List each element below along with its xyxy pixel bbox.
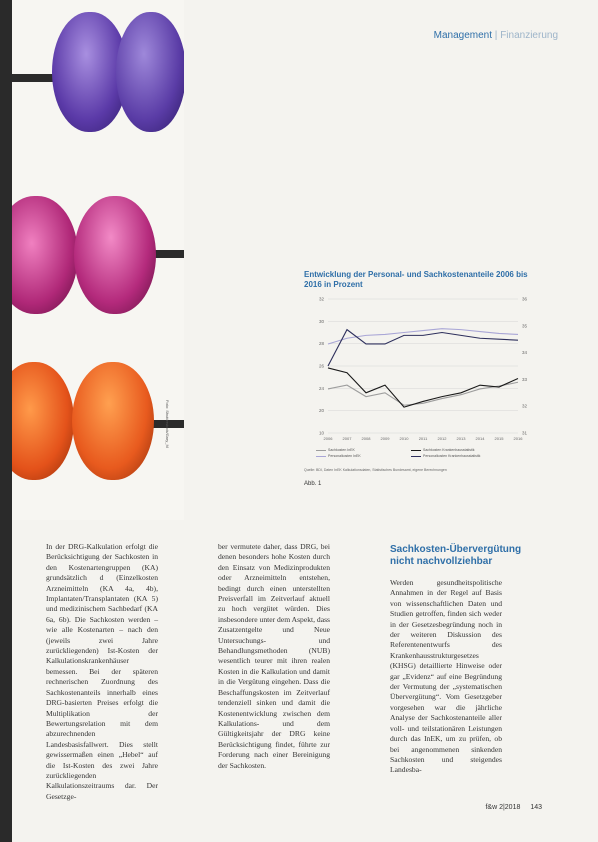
y-right-tick-label: 34 — [522, 350, 528, 356]
y-right-tick-label: 32 — [522, 403, 528, 409]
y-right-tick-label: 31 — [522, 430, 528, 436]
x-tick-label: 2015 — [494, 436, 504, 441]
y-left-tick-label: 24 — [318, 385, 324, 391]
legend-item: Personalkosten Krankenhausstatistik — [411, 453, 506, 459]
orange-bead — [12, 362, 74, 480]
chart-source: Quelle: BDI, Daten InEK Kalkulationsdaten, Statistisches Bundesamt, eigene Berechnungen — [304, 468, 447, 472]
y-left-tick-label: 30 — [318, 318, 324, 324]
x-tick-label: 2007 — [342, 436, 352, 441]
pink-bead — [74, 196, 156, 314]
issue-label: f&w 2|2018 — [485, 804, 521, 811]
legend-item: Sachkosten Krankenhausstatistik — [411, 447, 506, 453]
photo-credit: Foto: Shutterstock/Gary_M — [165, 400, 170, 448]
y-left-tick-label: 20 — [318, 408, 324, 414]
pink-bead — [12, 196, 78, 314]
article-column-1 — [46, 542, 158, 802]
page-footer — [485, 804, 542, 811]
section-name: Management — [433, 30, 493, 41]
section-header — [434, 30, 558, 41]
purple-bead — [116, 12, 184, 132]
y-right-tick-label: 36 — [522, 296, 528, 302]
x-tick-label: 2010 — [399, 436, 409, 441]
y-left-tick-label: 32 — [318, 296, 324, 302]
legend-item: Personalkosten InEK — [316, 453, 411, 459]
x-tick-label: 2016 — [513, 436, 523, 441]
paragraph: Werden gesundheitspolitische Annahmen in der Regel auf Basis von wissenschaftlichen Daten und Studien getroffen, finden sich weder in der Gesetzesbegründung noch in der weiteren Diskussion des Referentenentwurfs des Krankenhausstrukturgesetzes (KHSG) detaillierte Hinweise oder gar „Evidenz“ auf eine Begründung der Vermutung der „systematischen Übervergütung“. Vom Gesetzgeber vorgesehen war die jährliche Analyse der Sachkostenanteile aller voll- und teilstationären Leistungen durch das InEK, um zu prüfen, ob bei angenommenen sinkenden Sachkosten und steigendes Landesba- — [390, 578, 502, 775]
subsection-name: Finanzierung — [500, 30, 558, 41]
paragraph: ber vermutete daher, dass DRG, bei denen besonders hohe Kosten durch den Einsatz von Medizinprodukten oder Arzneimitteln entstehen, bedingt durch einen unterstellten Preisverfall im Zeitverlauf aktuell zu hoch vergütet würden. Dies insbesondere unter dem Aspekt, dass Zusatzentgelte und Neue Untersuchungs- und Behandlungsmethoden (NUB) wesentlich teurer mit ihren realen Kosten in die Kalkulation und damit in die Vergütung eingehen. Dass die Beschaffungskosten im Zeitverlauf tendenziell sinken und damit die Kostenentwicklung zwischen dem Kalkulations- und dem Gültigkeitsjahr der DRG keine Berücksichtigung findet, führte zur Forderung nach einer Bereinigung der Sachkosten. — [218, 542, 330, 770]
paragraph: In der DRG-Kalkulation erfolgt die Berücksichtigung der Sachkosten in den Kostenartengruppen (KA) grundsätzlich d (Einzelkosten Arzneimitteln (KA 4a, 4b), Implantaten/Transplantaten (KA 5) und medizinischem Sachbedarf (KA 6a, 6b). Die Sachkosten werden – wie alle Kostenarten – nach den (jeweils zwei Jahre zurückliegenden) Ist-Kosten der Kalkulationskrankenhäuser bemessen. Bei der späteren rechnerischen Zuordnung des Sachkostenanteils innerhalb eines DRG-basierten Preises erfolgt die Multiplikation der Bewertungsrelation mit dem abzurechnenden Landesbasisfallwert. Dies stellt gewissermaßen einen „Hebel“ auf die Ist-Kosten des zwei Jahre zurückliegenden Kalkulationszeitraums dar. Der Gesetzge- — [46, 542, 158, 801]
x-tick-label: 2006 — [323, 436, 333, 441]
legend-item: Sachkosten InEK — [316, 447, 411, 453]
page-number: 143 — [530, 804, 542, 811]
orange-bead — [72, 362, 154, 480]
figure-label: Abb. 1 — [304, 481, 322, 487]
abacus-photo — [12, 0, 184, 520]
x-tick-label: 2013 — [456, 436, 466, 441]
scan-edge — [0, 0, 12, 842]
x-tick-label: 2011 — [418, 436, 428, 441]
line-chart — [300, 293, 540, 443]
chart-title: Entwicklung der Personal- und Sachkostenanteile 2006 bis 2016 in Prozent — [304, 270, 528, 289]
y-right-tick-label: 33 — [522, 376, 528, 382]
series-line — [328, 330, 518, 366]
chart-legend — [316, 447, 516, 459]
y-left-tick-label: 28 — [318, 341, 324, 347]
article-column-3 — [390, 578, 502, 808]
x-tick-label: 2009 — [380, 436, 390, 441]
y-right-tick-label: 35 — [522, 323, 528, 329]
x-tick-label: 2008 — [361, 436, 371, 441]
x-tick-label: 2012 — [437, 436, 447, 441]
article-heading: Sachkosten-Übervergütung nicht nachvollziehbar — [390, 544, 522, 567]
x-tick-label: 2014 — [475, 436, 485, 441]
article-column-2 — [218, 542, 330, 771]
y-left-tick-label: 10 — [318, 430, 324, 436]
section-separator: | — [494, 30, 498, 41]
y-left-tick-label: 26 — [318, 363, 324, 369]
